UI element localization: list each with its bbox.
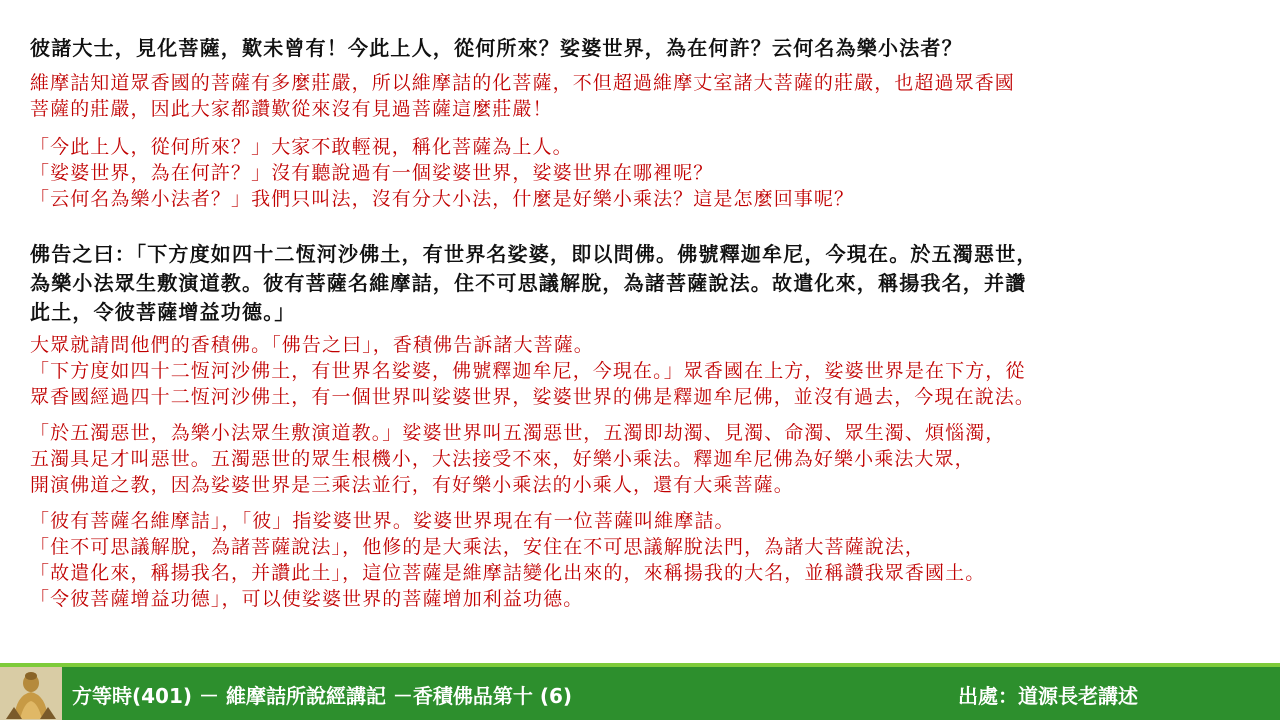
footer-stripe bbox=[0, 663, 1280, 667]
page-content bbox=[30, 34, 1270, 612]
text-line: 五濁具足才叫惡世。五濁惡世的眾生根機小，大法接受不來，好樂小乘法。釋迦牟尼佛為好樂小乘法大眾， bbox=[30, 448, 975, 470]
commentary-1 bbox=[30, 70, 1270, 122]
text-line: 彼諸大士，見化菩薩，歎未曾有！今此上人，從何所來？娑婆世界，為在何許？云何名為樂小法者？ bbox=[30, 36, 963, 60]
text-line: 「令彼菩薩增益功德」，可以使娑婆世界的菩薩增加利益功德。 bbox=[30, 588, 584, 610]
text-line: 「住不可思議解脫，為諸菩薩說法」，他修的是大乘法，安住在不可思議解脫法門，為諸大菩薩說法， bbox=[30, 536, 926, 558]
text-line: 菩薩的莊嚴，因此大家都讚歎從來沒有見過菩薩這麼莊嚴！ bbox=[30, 98, 553, 120]
text-line: 此土，令彼菩薩增益功德。」 bbox=[30, 300, 296, 324]
text-line: 「於五濁惡世，為樂小法眾生敷演道教。」娑婆世界叫五濁惡世，五濁即劫濁、見濁、命濁、眾生濁、煩惱濁， bbox=[30, 422, 1006, 444]
text-line: 為樂小法眾生敷演道教。彼有菩薩名維摩詰，住不可思議解脫，為諸菩薩說法。故遣化來，稱揚我名，并讚 bbox=[30, 271, 1027, 295]
commentary-5 bbox=[30, 508, 1270, 612]
sutra-text-1 bbox=[30, 34, 1270, 63]
commentary-4 bbox=[30, 420, 1270, 498]
text-line: 「下方度如四十二恆河沙佛土，有世界名娑婆，佛號釋迦牟尼，今現在。」眾香國在上方，娑婆世界是在下方，從 bbox=[30, 360, 1026, 382]
text-line: 「云何名為樂小法者？」我們只叫法，沒有分大小法，什麼是好樂小乘法？這是怎麼回事呢？ bbox=[30, 188, 855, 210]
text-line: 「今此上人，從何所來？」大家不敢輕視，稱化菩薩為上人。 bbox=[30, 136, 573, 158]
text-line: 維摩詰知道眾香國的菩薩有多麼莊嚴，所以維摩詰的化菩薩，不但超過維摩丈室諸大菩薩的莊嚴，也超過眾香國 bbox=[30, 72, 1015, 94]
footer-source: 出處：道源長老講述 bbox=[958, 684, 1138, 708]
text-line: 佛告之曰：「下方度如四十二恆河沙佛土，有世界名娑婆，即以問佛。佛號釋迦牟尼，今現在。於五濁惡世， bbox=[30, 242, 1038, 266]
text-line: 「娑婆世界，為在何許？」沒有聽說過有一個娑婆世界，娑婆世界在哪裡呢？ bbox=[30, 162, 714, 184]
text-line: 「故遣化來，稱揚我名，并讚此土」，這位菩薩是維摩詰變化出來的，來稱揚我的大名，並稱讚我眾香國土。 bbox=[30, 562, 986, 584]
sutra-text-2 bbox=[30, 240, 1270, 327]
text-line: 「彼有菩薩名維摩詰」，「彼」指娑婆世界。娑婆世界現在有一位菩薩叫維摩詰。 bbox=[30, 510, 735, 532]
footer-title: 方等時(401) － 維摩詰所說經講記 －香積佛品第十 (6) bbox=[72, 684, 573, 708]
text-line: 大眾就請問他們的香積佛。「佛告之曰」，香積佛告訴諸大菩薩。 bbox=[30, 334, 594, 356]
commentary-3 bbox=[30, 332, 1270, 410]
buddha-statue-icon bbox=[0, 667, 62, 720]
text-line: 眾香國經過四十二恆河沙佛土，有一個世界叫娑婆世界，娑婆世界的佛是釋迦牟尼佛，並沒有過去，今現在說法。 bbox=[30, 386, 1036, 408]
text-line: 開演佛道之教，因為娑婆世界是三乘法並行，有好樂小乘法的小乘人，還有大乘菩薩。 bbox=[30, 474, 794, 496]
commentary-2 bbox=[30, 134, 1270, 212]
